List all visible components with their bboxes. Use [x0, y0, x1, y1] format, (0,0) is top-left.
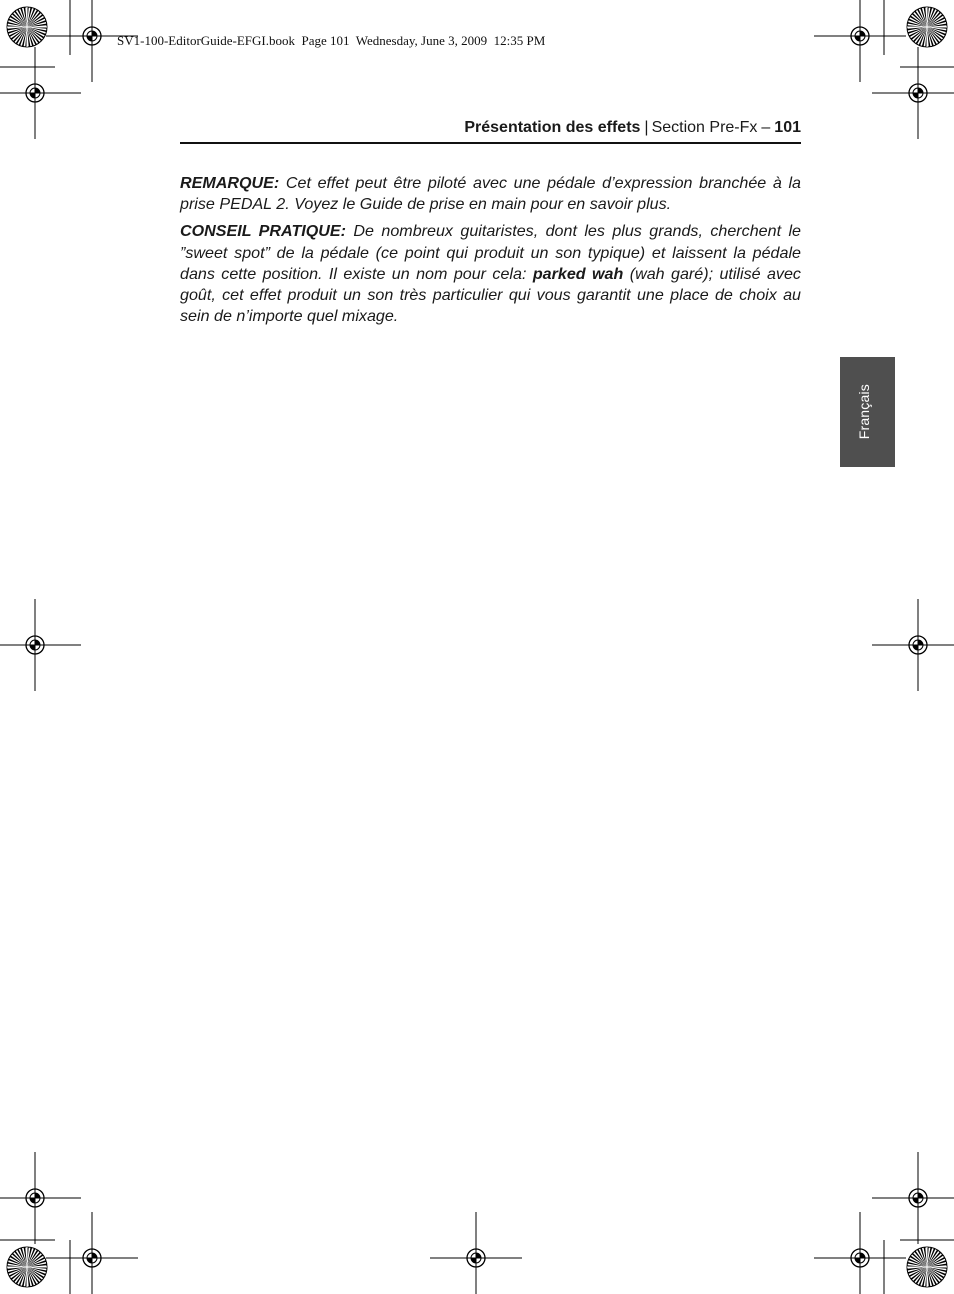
starburst-ray	[916, 1267, 927, 1284]
starburst-ray	[27, 27, 46, 35]
starburst-ray	[927, 12, 941, 27]
starburst-ray	[8, 1267, 27, 1274]
starburst-ray	[927, 27, 934, 46]
starburst-ray	[12, 1253, 27, 1267]
starburst-ray	[911, 1267, 927, 1280]
starburst-ray	[8, 1259, 27, 1267]
starburst-ray	[927, 7, 929, 27]
registration-mark-ring	[851, 1249, 869, 1267]
starburst-ray	[927, 27, 942, 41]
starburst-ray	[912, 1253, 927, 1267]
registration-mark-ring	[909, 636, 927, 654]
starburst-ray	[927, 1247, 932, 1267]
starburst-ray	[19, 1267, 27, 1286]
registration-mark	[46, 1212, 138, 1294]
language-tab-label: Français	[855, 384, 872, 440]
starburst-ray	[9, 27, 27, 37]
registration-mark-quadrant	[30, 93, 35, 98]
starburst-ray	[917, 9, 927, 27]
starburst-ray	[7, 1265, 27, 1267]
note-label: REMARQUE:	[180, 174, 280, 192]
starburst-ray	[27, 1247, 32, 1267]
starburst-ray	[911, 27, 927, 40]
starburst-ray	[27, 7, 32, 27]
registration-mark-quadrant	[855, 36, 860, 41]
registration-mark-quadrant	[860, 31, 865, 36]
starburst-ray	[920, 8, 927, 27]
registration-mark-inner-ring	[913, 88, 923, 98]
starburst-ring	[907, 1247, 947, 1287]
body-text	[180, 173, 801, 333]
starburst-ray	[927, 10, 938, 27]
header-divider: |	[644, 119, 649, 136]
registration-mark-inner-ring	[855, 31, 865, 41]
starburst-ray	[927, 7, 932, 27]
starburst-ray	[909, 27, 927, 37]
starburst-ray	[27, 1260, 46, 1267]
starburst-ring	[907, 7, 947, 47]
tip-text-before: De nombreux guitaristes, dont les plus grands, cherchent le ”sweet spot” de la pédale (ce point qui produit un son typique) et laissent la pédale dans cette position. Il existe un nom pour cela:	[180, 222, 801, 283]
starburst-ray	[925, 27, 927, 47]
starburst-ray	[927, 1267, 940, 1283]
starburst-ray	[924, 1247, 927, 1267]
registration-mark-quadrant	[87, 1258, 92, 1263]
starburst-ray	[908, 27, 927, 34]
starburst-ray	[927, 1267, 937, 1285]
registration-mark-inner-ring	[913, 1193, 923, 1203]
starburst-ray	[27, 1267, 34, 1286]
starburst-ray	[927, 1248, 935, 1267]
starburst-ray	[907, 1265, 927, 1267]
tip-text-after: (wah garé); utilisé avec goût, cet effet produit un son très particulier qui vous garantit une place de choix au sein de n’importe quel mixage.	[180, 264, 801, 326]
registration-mark-inner-ring	[30, 1193, 40, 1203]
registration-mark	[0, 47, 81, 139]
starburst-ray	[13, 27, 27, 42]
starburst-ray	[27, 27, 37, 45]
registration-mark-quadrant	[476, 1253, 481, 1258]
starburst-ray	[11, 27, 27, 40]
registration-mark	[430, 1212, 522, 1294]
registration-mark-quadrant	[30, 1198, 35, 1203]
starburst-ray	[917, 1249, 927, 1267]
starburst-ray	[25, 1267, 27, 1287]
registration-mark-quadrant	[918, 1193, 923, 1198]
tip-term: parked wah	[532, 264, 624, 283]
starburst-ray	[927, 1257, 945, 1267]
starburst-ray	[907, 1262, 927, 1267]
starburst-ray	[927, 1254, 943, 1267]
starburst-ray	[927, 1250, 938, 1267]
starburst-ray	[27, 1267, 42, 1281]
registration-mark-inner-ring	[87, 1253, 97, 1263]
starburst-ray	[14, 11, 27, 27]
starburst-ray	[908, 1259, 927, 1267]
starburst-ray	[920, 1248, 927, 1267]
starburst-ray	[907, 22, 927, 27]
starburst-ray	[24, 7, 27, 27]
starburst-ray	[27, 1267, 30, 1287]
starburst-ray	[927, 1267, 947, 1272]
starburst-ray	[927, 27, 940, 43]
starburst-ring	[7, 7, 47, 47]
starburst-ray	[907, 1267, 927, 1270]
starburst-ray	[927, 1267, 946, 1275]
starburst-ray	[913, 27, 927, 42]
starburst-ray	[919, 27, 927, 46]
registration-mark-ring	[467, 1249, 485, 1267]
starburst-ray	[912, 13, 927, 27]
registration-mark-inner-ring	[913, 640, 923, 650]
registration-mark	[872, 47, 954, 139]
starburst-ray	[910, 16, 927, 27]
registration-mark-quadrant	[918, 640, 923, 645]
starburst-ray	[927, 8, 935, 27]
starburst-ray	[927, 27, 947, 32]
starburst-ray	[927, 20, 946, 27]
starburst-ray	[927, 1252, 941, 1267]
starburst-mark	[907, 7, 947, 47]
registration-mark-quadrant	[913, 1198, 918, 1203]
registration-mark-quadrant	[92, 1253, 97, 1258]
starburst-ray	[27, 27, 44, 38]
starburst-ray	[25, 27, 27, 47]
tip-label: CONSEIL PRATIQUE:	[180, 222, 346, 241]
starburst-ray	[16, 27, 27, 44]
registration-mark-inner-ring	[30, 88, 40, 98]
registration-mark	[0, 599, 81, 691]
starburst-ray	[27, 27, 42, 41]
starburst-ray	[27, 1247, 29, 1267]
registration-mark-inner-ring	[87, 31, 97, 41]
starburst-ray	[914, 1251, 927, 1267]
starburst-ray	[22, 1267, 27, 1287]
starburst-ray	[13, 1267, 27, 1282]
starburst-ray	[27, 24, 47, 27]
starburst-ray	[907, 25, 927, 27]
starburst-ray	[27, 1267, 47, 1272]
starburst-ray	[10, 16, 27, 27]
language-side-tab	[840, 357, 895, 467]
starburst-ray	[27, 1267, 40, 1283]
starburst-ray	[922, 27, 927, 47]
starburst-ray	[27, 7, 29, 27]
starburst-ray	[27, 27, 40, 43]
starburst-ray	[925, 1267, 927, 1287]
starburst-ray	[27, 8, 35, 27]
starburst-ray	[927, 27, 944, 38]
starburst-ray	[27, 1257, 45, 1267]
header-dash: –	[761, 119, 771, 136]
starburst-ray	[11, 1267, 27, 1280]
starburst-ray	[908, 1267, 927, 1274]
starburst-ray	[27, 1267, 44, 1278]
registration-mark	[814, 0, 906, 82]
starburst-ray	[927, 27, 947, 29]
starburst-ray	[19, 27, 27, 46]
starburst-ray	[916, 27, 927, 44]
registration-mark-quadrant	[471, 1258, 476, 1263]
running-header	[180, 117, 801, 144]
registration-mark-quadrant	[35, 640, 40, 645]
registration-mark-inner-ring	[471, 1253, 481, 1263]
starburst-ray	[20, 8, 27, 27]
starburst-ray	[27, 27, 47, 32]
page-number: 101	[774, 119, 801, 136]
starburst-ray	[908, 19, 927, 27]
header-chapter-title: Présentation des effets	[464, 119, 641, 136]
starburst-ray	[27, 17, 45, 27]
registration-mark-ring	[851, 27, 869, 45]
registration-mark-quadrant	[35, 88, 40, 93]
note-text: Cet effet peut être piloté avec une pédale d’expression branchée à la prise PEDAL 2. Voyez le Guide de prise en main pour en savoir plus.	[180, 174, 801, 214]
registration-mark-quadrant	[30, 645, 35, 650]
registration-mark	[814, 1212, 906, 1294]
starburst-ray	[919, 1267, 927, 1286]
starburst-ray	[927, 17, 945, 27]
note-paragraph	[180, 173, 801, 215]
header-section: Section Pre-Fx	[651, 119, 758, 136]
registration-mark-ring	[26, 636, 44, 654]
starburst-ray	[17, 9, 27, 27]
starburst-ray	[27, 1250, 38, 1267]
starburst-ray	[8, 27, 27, 34]
starburst-ray	[927, 27, 930, 47]
registration-mark-ring	[26, 84, 44, 102]
registration-mark-ring	[26, 1189, 44, 1207]
registration-mark-quadrant	[855, 1258, 860, 1263]
starburst-ray	[27, 10, 38, 27]
starburst-ray	[927, 1267, 942, 1281]
starburst-ray	[17, 1249, 27, 1267]
starburst-ray	[927, 14, 943, 27]
registration-mark-inner-ring	[30, 640, 40, 650]
starburst-ray	[7, 27, 27, 30]
starburst-ray	[22, 27, 27, 47]
starburst-ray	[927, 1264, 947, 1267]
starburst-ray	[927, 1267, 947, 1269]
registration-mark-ring	[83, 27, 101, 45]
starburst-ray	[27, 1252, 41, 1267]
starburst-ray	[924, 7, 927, 27]
starburst-ray	[913, 1267, 927, 1282]
starburst-ray	[927, 1267, 934, 1286]
starburst-ray	[927, 1247, 929, 1267]
starburst-ring	[7, 1247, 47, 1287]
starburst-ray	[14, 1251, 27, 1267]
registration-mark-quadrant	[87, 36, 92, 41]
starburst-ray	[27, 27, 34, 46]
starburst-ray	[27, 1267, 47, 1269]
starburst-mark	[907, 1247, 947, 1287]
registration-mark-quadrant	[35, 1193, 40, 1198]
starburst-ray	[927, 24, 947, 27]
starburst-ray	[27, 14, 43, 27]
registration-mark-quadrant	[860, 1253, 865, 1258]
starburst-ray	[907, 27, 927, 30]
starburst-ray	[16, 1267, 27, 1284]
starburst-ray	[922, 1267, 927, 1287]
starburst-ray	[27, 20, 46, 27]
registration-mark-quadrant	[913, 93, 918, 98]
starburst-ray	[27, 1248, 35, 1267]
starburst-ray	[24, 1247, 27, 1267]
starburst-ray	[927, 1260, 946, 1267]
starburst-ray	[27, 27, 30, 47]
starburst-ray	[7, 25, 27, 27]
starburst-ray	[27, 1264, 47, 1267]
starburst-ray	[7, 22, 27, 27]
starburst-ray	[27, 1254, 43, 1267]
starburst-ray	[7, 1262, 27, 1267]
starburst-ray	[909, 1267, 927, 1277]
registration-mark-ring	[83, 1249, 101, 1267]
starburst-ray	[10, 1256, 27, 1267]
registration-mark-quadrant	[913, 645, 918, 650]
starburst-ray	[27, 27, 47, 29]
starburst-ray	[27, 1267, 46, 1275]
registration-mark	[0, 1152, 81, 1244]
starburst-ray	[927, 27, 946, 35]
starburst-ray	[9, 1267, 27, 1277]
starburst-ray	[8, 19, 27, 27]
starburst-ray	[27, 12, 41, 27]
registration-mark-ring	[909, 1189, 927, 1207]
registration-mark	[872, 1152, 954, 1244]
starburst-mark	[7, 7, 47, 47]
starburst-ray	[927, 1267, 930, 1287]
registration-mark-ring	[909, 84, 927, 102]
starburst-ray	[7, 1267, 27, 1270]
starburst-ray	[910, 1256, 927, 1267]
registration-mark-quadrant	[92, 31, 97, 36]
registration-mark	[872, 599, 954, 691]
registration-mark-inner-ring	[855, 1253, 865, 1263]
tip-paragraph	[180, 221, 801, 327]
starburst-ray	[12, 13, 27, 27]
registration-mark-quadrant	[918, 88, 923, 93]
starburst-mark	[7, 1247, 47, 1287]
print-slug: SV1-100-EditorGuide-EFGI.book Page 101 Wednesday, June 3, 2009 12:35 PM	[117, 33, 546, 48]
starburst-ray	[927, 1267, 944, 1278]
starburst-ray	[927, 27, 937, 45]
starburst-ray	[914, 11, 927, 27]
starburst-ray	[27, 1267, 37, 1285]
starburst-ray	[20, 1248, 27, 1267]
